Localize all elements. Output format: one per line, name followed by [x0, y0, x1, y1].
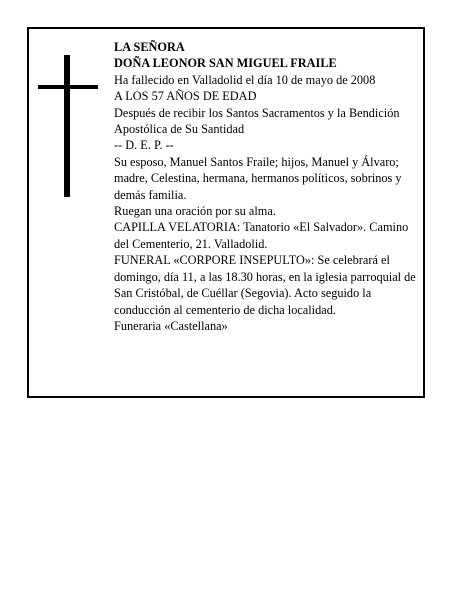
prayer-request: Ruegan una oración por su alma. — [114, 204, 276, 219]
family-statement: Su esposo, Manuel Santos Fraile; hijos, Manuel y Álvaro; madre, Celestina, hermana, hermanos políticos, sobrinos y demás familia. — [114, 154, 402, 202]
cross-icon — [38, 55, 98, 197]
death-statement: Ha fallecido en Valladolid el día 10 de mayo de 2008 — [114, 72, 376, 87]
funeral-info: FUNERAL «CORPORE INSEPULTO»: Se celebrará el domingo, día 11, a las 18.30 horas, en la iglesia parroquial de San Cristóbal, de Cuéllar (Segovia). Acto seguido la conducción al cementerio de dicha localidad. — [114, 253, 416, 317]
age-statement: A LOS 57 AÑOS DE EDAD — [114, 89, 257, 104]
chapel-info: CAPILLA VELATORIA: Tanatorio «El Salvador». Camino del Cementerio, 21. Valladolid. — [114, 220, 409, 251]
funeral-home: Funeraria «Castellana» — [114, 318, 228, 333]
cross-horizontal-bar — [38, 85, 98, 89]
deceased-name: DOÑA LEONOR SAN MIGUEL FRAILE — [114, 56, 337, 71]
cross-vertical-bar — [64, 55, 70, 197]
obituary-text — [114, 39, 424, 334]
dep-line: -- D. E. P. -- — [114, 138, 174, 153]
notice-title: LA SEÑORA — [114, 40, 185, 54]
sacraments-statement: Después de recibir los Santos Sacramentos y la Bendición Apostólica de Su Santidad — [114, 105, 400, 137]
